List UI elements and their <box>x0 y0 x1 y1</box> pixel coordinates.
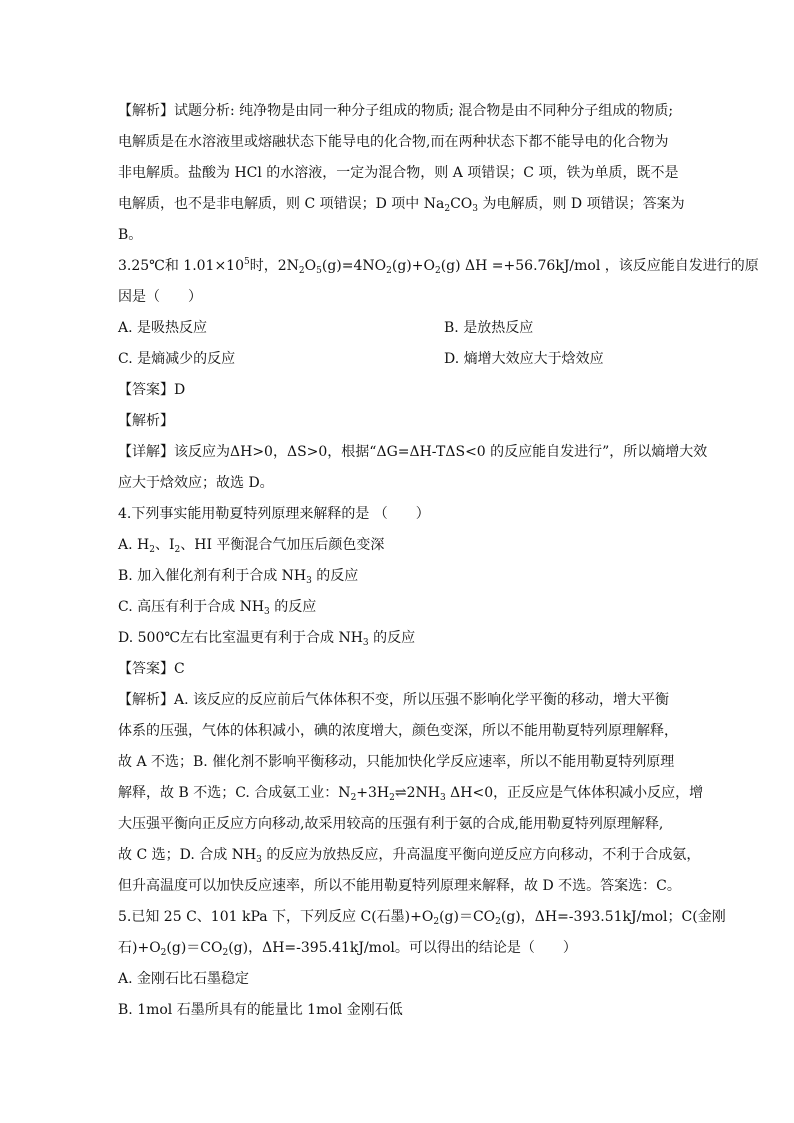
question-4-stem: 4.下列事实能用勒夏特列原理来解释的是 （ ） <box>118 506 430 522</box>
option-c: C. 是熵减少的反应 <box>118 351 236 367</box>
option-b: B. 是放热反应 <box>444 320 534 336</box>
explanation-line: 【解析】A. 该反应的反应前后气体体积不变，所以压强不影响化学平衡的移动，增大平衡 <box>118 692 670 708</box>
explanation-line <box>118 778 704 809</box>
subscript: 3 <box>306 576 312 586</box>
subscript: 2 <box>350 793 357 803</box>
question-3-options-row2 <box>118 344 678 375</box>
text: (g)=4NO <box>321 258 387 274</box>
explanation-line <box>118 840 701 871</box>
subscript: 5 <box>316 266 322 276</box>
text: ΔH<0，正反应是气体体积减小反应，增 <box>445 785 704 801</box>
subscript: 2 <box>174 545 181 555</box>
question-3-stem <box>118 251 759 282</box>
text: O <box>304 258 317 274</box>
text: 时，2N <box>249 258 299 274</box>
text: 解释，故 B 不选；C. 合成氨工业：N <box>118 785 351 801</box>
analysis-line: 电解质是在水溶液里或熔融状态下能导电的化合物,而在两种状态下都不能导电的化合物为 <box>118 134 669 150</box>
subscript: 3 <box>256 855 262 865</box>
subscript: 3 <box>440 793 446 803</box>
text: 的反应 <box>368 630 416 646</box>
text: (g) ΔH =+56.76kJ/mol ，该反应能自发进行的原 <box>440 258 759 274</box>
explanation-line: 故 A 不选；B. 催化剂不影响平衡移动，只能加快化学反应速率，所以不能用勒夏特列原理 <box>118 754 675 770</box>
text: +3H <box>356 785 390 801</box>
option-a: A. 金刚石比石墨稳定 <box>118 971 250 987</box>
subscript: 2 <box>149 545 155 555</box>
text: 的反应 <box>269 599 317 615</box>
analysis-line: 非电解质。盐酸为 HCl 的水溶液，一定为混合物，则 A 项错误；C 项，铁为单质，既不是 <box>118 165 679 181</box>
analysis-line <box>118 189 685 220</box>
option-d <box>118 623 678 654</box>
text: D. 500℃左右比室温更有利于合成 NH <box>118 630 363 646</box>
subscript: 2 <box>386 266 392 276</box>
text: (g)，ΔH=-393.51kJ/mol；C(金刚 <box>500 909 726 925</box>
subscript: 3 <box>264 607 270 617</box>
text: 石)+O <box>118 940 161 956</box>
text: 、HI 平衡混合气加压后颜色变深 <box>180 537 385 553</box>
text: 的反应为放热反应，升高温度平衡向逆反应方向移动，不利于合成氨， <box>261 847 701 863</box>
detail-line: 【详解】该反应为ΔH>0，ΔS>0，根据“ΔG=ΔH-TΔS<0 的反应能自发进行”，所以熵增大效 <box>118 444 708 460</box>
question-5-stem-cont <box>118 933 678 964</box>
detail-line: 应大于焓效应；故选 D。 <box>118 475 274 491</box>
explanation-line: 大压强平衡向正反应方向移动,故采用较高的压强有利于氨的合成,能用勒夏特列原理解释, <box>118 816 664 832</box>
subscript: 2 <box>389 793 395 803</box>
option-b: B. 1mol 石墨所具有的能量比 1mol 金刚石低 <box>118 1002 403 1018</box>
question-5-stem <box>118 902 726 933</box>
text: (g)，ΔH=-395.41kJ/mol。可以得出的结论是（ ） <box>228 940 577 956</box>
text: 5.已知 25 C、101 kPa 下，下列反应 C(石墨)+O <box>118 909 434 925</box>
text: 3.25℃和 1.01×10 <box>118 258 244 274</box>
subscript: 3 <box>362 638 369 648</box>
text: (g)+O <box>391 258 435 274</box>
text: A. H <box>118 537 150 553</box>
text: B. 加入催化剂有利于合成 NH <box>118 568 307 584</box>
subscript: 2 <box>434 266 441 276</box>
subscript: 2 <box>298 266 305 276</box>
option-a <box>118 530 678 561</box>
subscript: 2 <box>495 917 501 927</box>
subscript: 3 <box>472 204 479 214</box>
option-b <box>118 561 678 592</box>
document-page <box>118 96 759 1026</box>
option-a: A. 是吸热反应 <box>118 320 208 336</box>
text: 、I <box>154 537 175 553</box>
superscript: 5 <box>244 257 250 267</box>
option-d: D. 熵增大效应大于焓效应 <box>444 351 604 367</box>
text: 为电解质，则 D 项错误；答案为 <box>478 196 685 212</box>
text: 电解质，也不是非电解质，则 C 项错误；D 项中 Na <box>118 196 445 212</box>
explanation-line: 但升高温度可以加快反应速率，所以不能用勒夏特列原理来解释，故 D 不选。答案选：C。 <box>118 878 681 894</box>
explanation-line: 体系的压强，气体的体积减小，碘的浓度增大，颜色变深，所以不能用勒夏特列原理解释， <box>118 723 678 739</box>
text: C. 高压有利于合成 NH <box>118 599 265 615</box>
option-c <box>118 592 678 623</box>
answer-label: 【答案】D <box>118 382 186 398</box>
text: (g)＝CO <box>166 940 223 956</box>
question-3-options-row1 <box>118 313 678 344</box>
subscript: 2 <box>160 948 167 958</box>
text: (g)＝CO <box>439 909 496 925</box>
question-3-stem-cont: 因是（ ） <box>118 289 202 305</box>
answer-label: 【答案】C <box>118 661 185 677</box>
text: 的反应 <box>311 568 359 584</box>
text: ⇌2NH <box>394 785 440 801</box>
analysis-line: B。 <box>118 227 143 243</box>
text: 故 C 选；D. 合成 NH <box>118 847 257 863</box>
subscript: 2 <box>433 917 440 927</box>
subscript: 2 <box>444 204 451 214</box>
subscript: 2 <box>222 948 229 958</box>
text: CO <box>450 196 473 212</box>
analysis-line: 【解析】试题分析: 纯净物是由同一种分子组成的物质; 混合物是由不同种分子组成的物质; <box>118 103 674 119</box>
analysis-label: 【解析】 <box>118 413 174 429</box>
